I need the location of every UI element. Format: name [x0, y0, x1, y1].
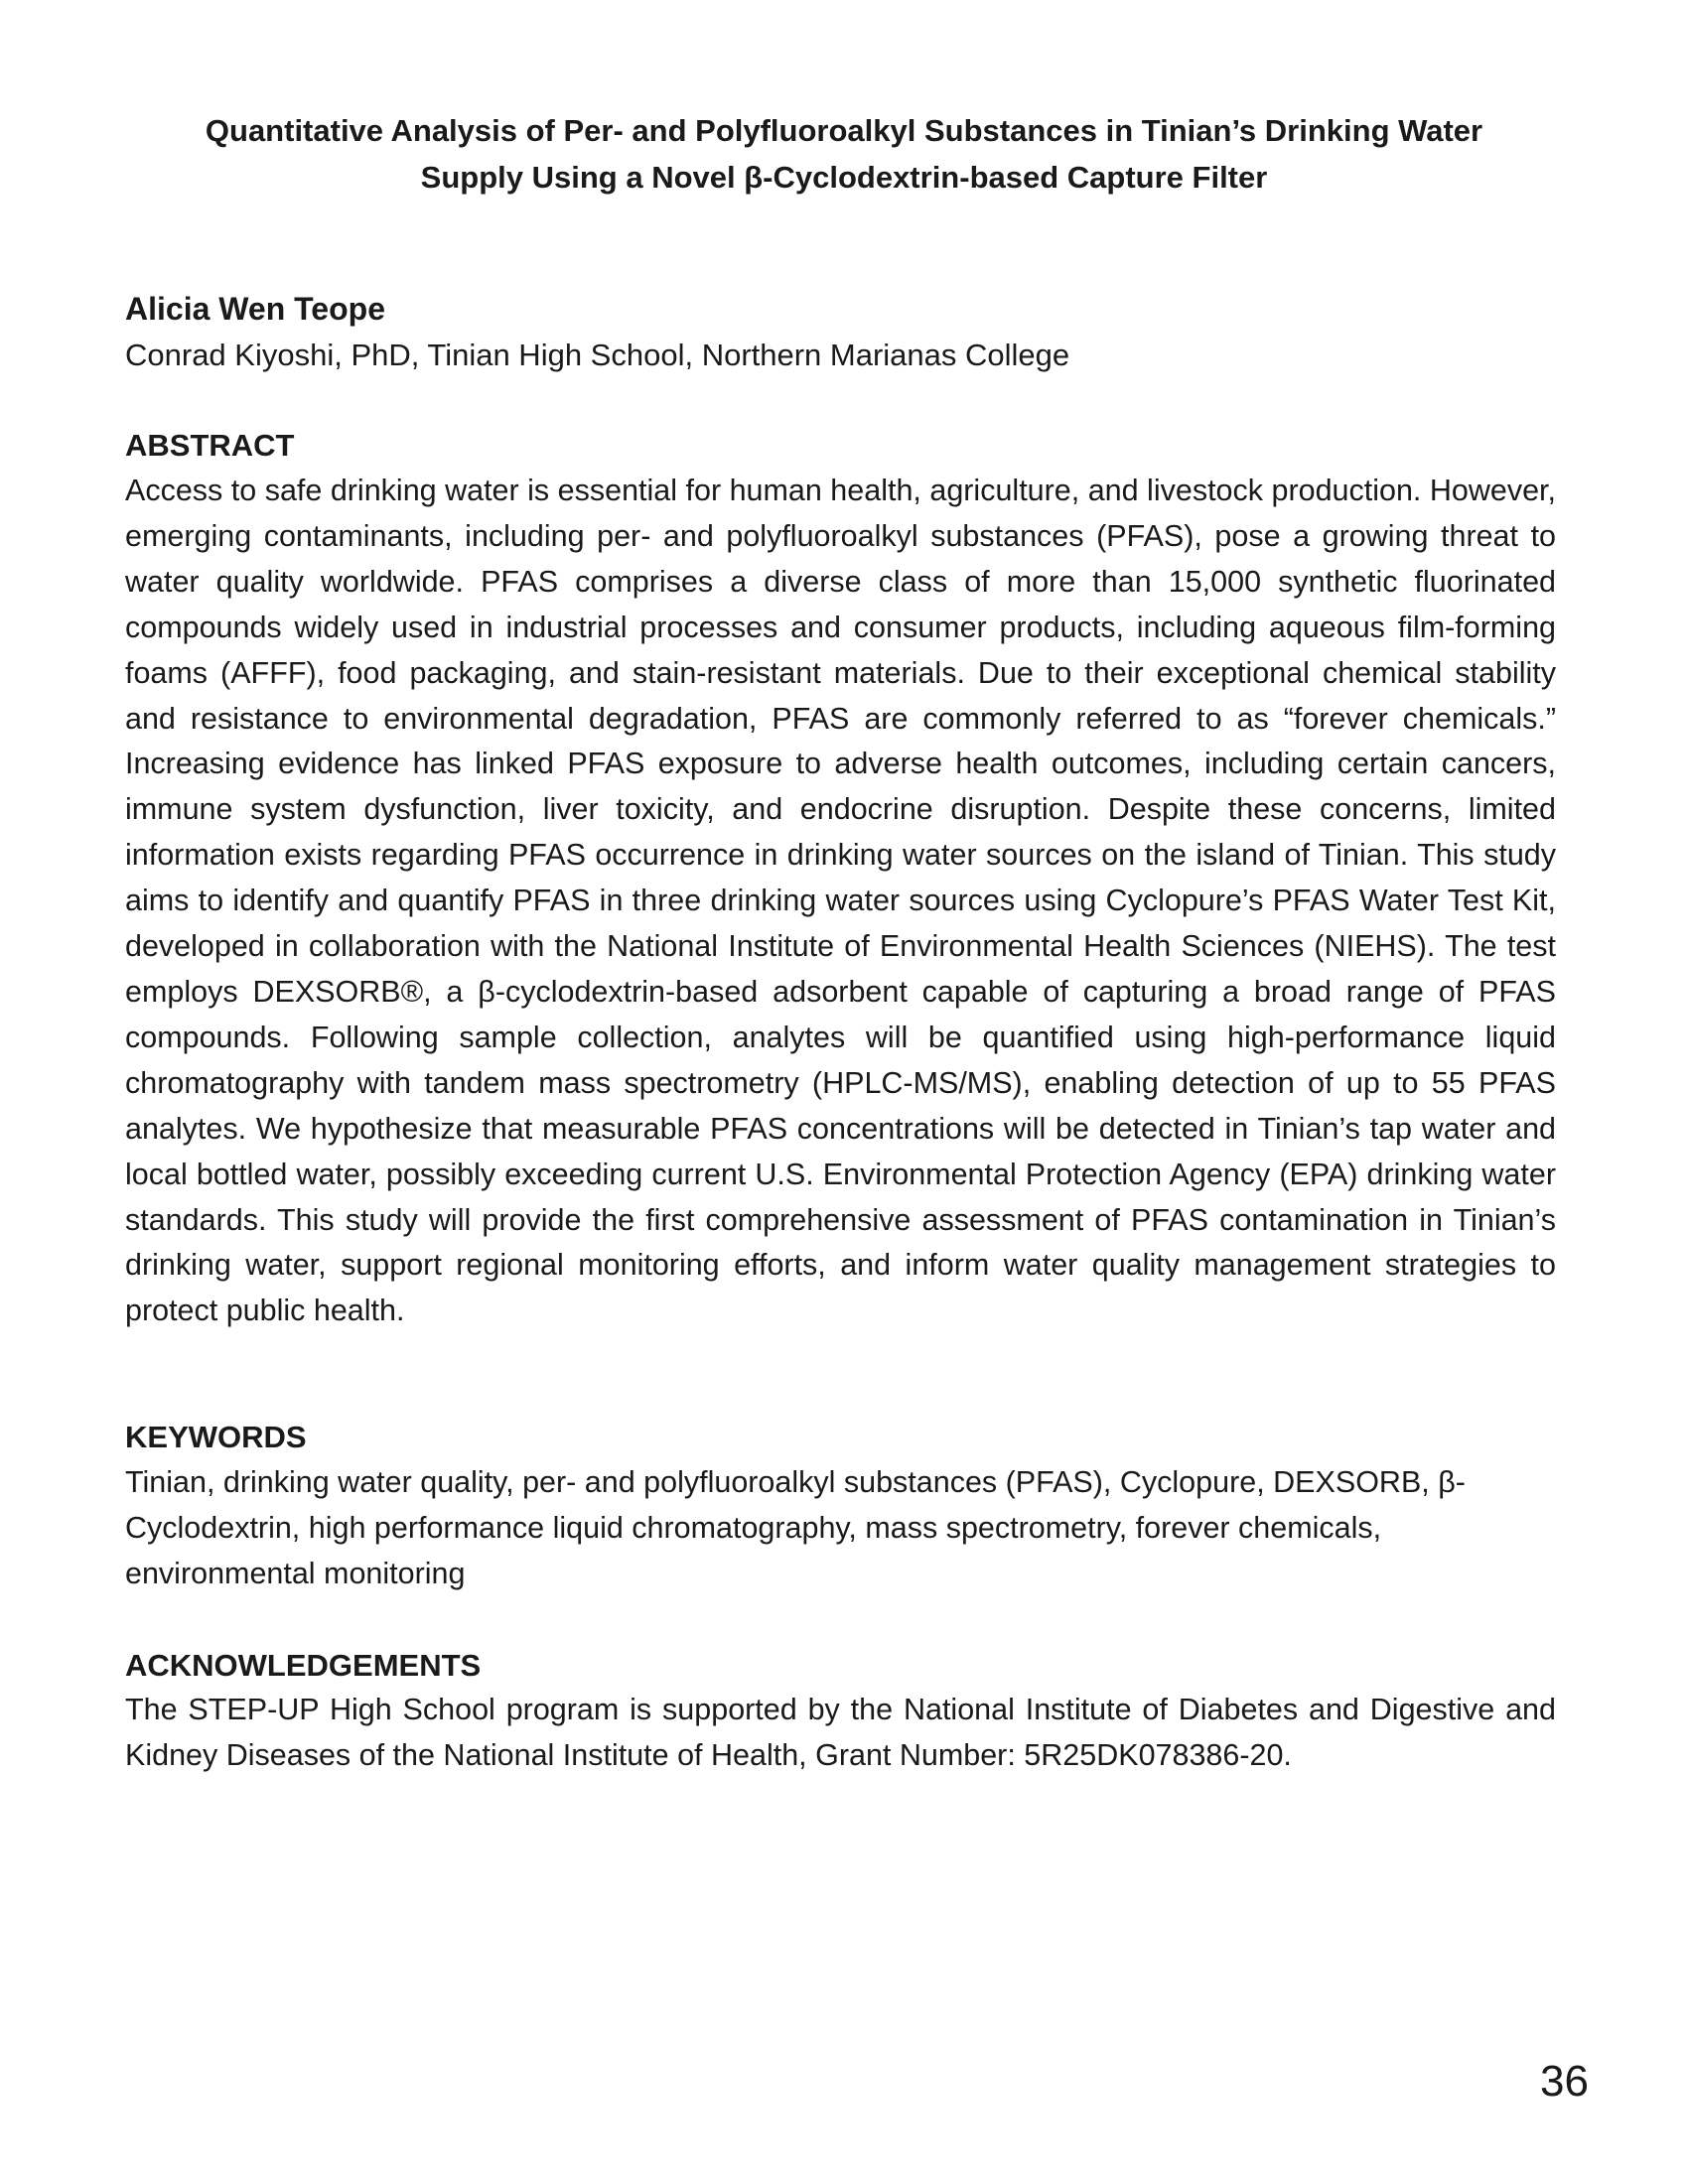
page-number: 36 [1540, 2057, 1589, 2106]
author-affiliation: Conrad Kiyoshi, PhD, Tinian High School, Northern Marianas College [125, 338, 1070, 372]
acknowledgements-heading: ACKNOWLEDGEMENTS [125, 1648, 482, 1683]
page-title [129, 107, 1559, 201]
keywords-text: Tinian, drinking water quality, per- and polyfluoroalkyl substances (PFAS), Cyclopure, DEXSORB, β-Cyclodextrin, high performance liquid chromatography, mass spectrometry, forever chemicals, environmental monitoring [125, 1465, 1466, 1590]
abstract-heading: ABSTRACT [125, 428, 295, 463]
keywords-heading: KEYWORDS [125, 1420, 307, 1454]
title-line-1: Quantitative Analysis of Per- and Polyfluoroalkyl Substances in Tinian’s Drinking Water [205, 113, 1483, 148]
acknowledgements-text: The STEP-UP High School program is supported by the National Institute of Diabetes and Digestive and Kidney Diseases of the National Institute of Health, Grant Number: 5R25DK078386-20. [125, 1693, 1556, 1772]
title-line-2: Supply Using a Novel β-Cyclodextrin-based Capture Filter [420, 160, 1268, 195]
abstract-text: Access to safe drinking water is essential for human health, agriculture, and livestock production. However, emerging contaminants, including per- and polyfluoroalkyl substances (PFAS), pose a growing threat to water quality worldwide. PFAS comprises a diverse class of more than 15,000 synthetic fluorinated compounds widely used in industrial processes and consumer products, including aqueous film-forming foams (AFFF), food packaging, and stain-resistant materials. Due to their exceptional chemical stability and resistance to environmental degradation, PFAS are commonly referred to as “forever chemicals.” Increasing evidence has linked PFAS exposure to adverse health outcomes, including certain cancers, immune system dysfunction, liver toxicity, and endocrine disruption. Despite these concerns, limited information exists regarding PFAS occurrence in drinking water sources on the island of Tinian. This study aims to identify and quantify PFAS in three drinking water sources using Cyclopure’s PFAS Water Test Kit, developed in collaboration with the National Institute of Environmental Health Sciences (NIEHS). The test employs DEXSORB®, a β-cyclodextrin-based adsorbent capable of capturing a broad range of PFAS compounds. Following sample collection, analytes will be quantified using high-performance liquid chromatography with tandem mass spectrometry (HPLC-MS/MS), enabling detection of up to 55 PFAS analytes. We hypothesize that measurable PFAS concentrations will be detected in Tinian’s tap water and local bottled water, possibly exceeding current U.S. Environmental Protection Agency (EPA) drinking water standards. This study will provide the first comprehensive assessment of PFAS contamination in Tinian’s drinking water, support regional monitoring efforts, and inform water quality management strategies to protect public health. [125, 474, 1557, 1328]
author-name: Alicia Wen Teope [125, 291, 385, 327]
